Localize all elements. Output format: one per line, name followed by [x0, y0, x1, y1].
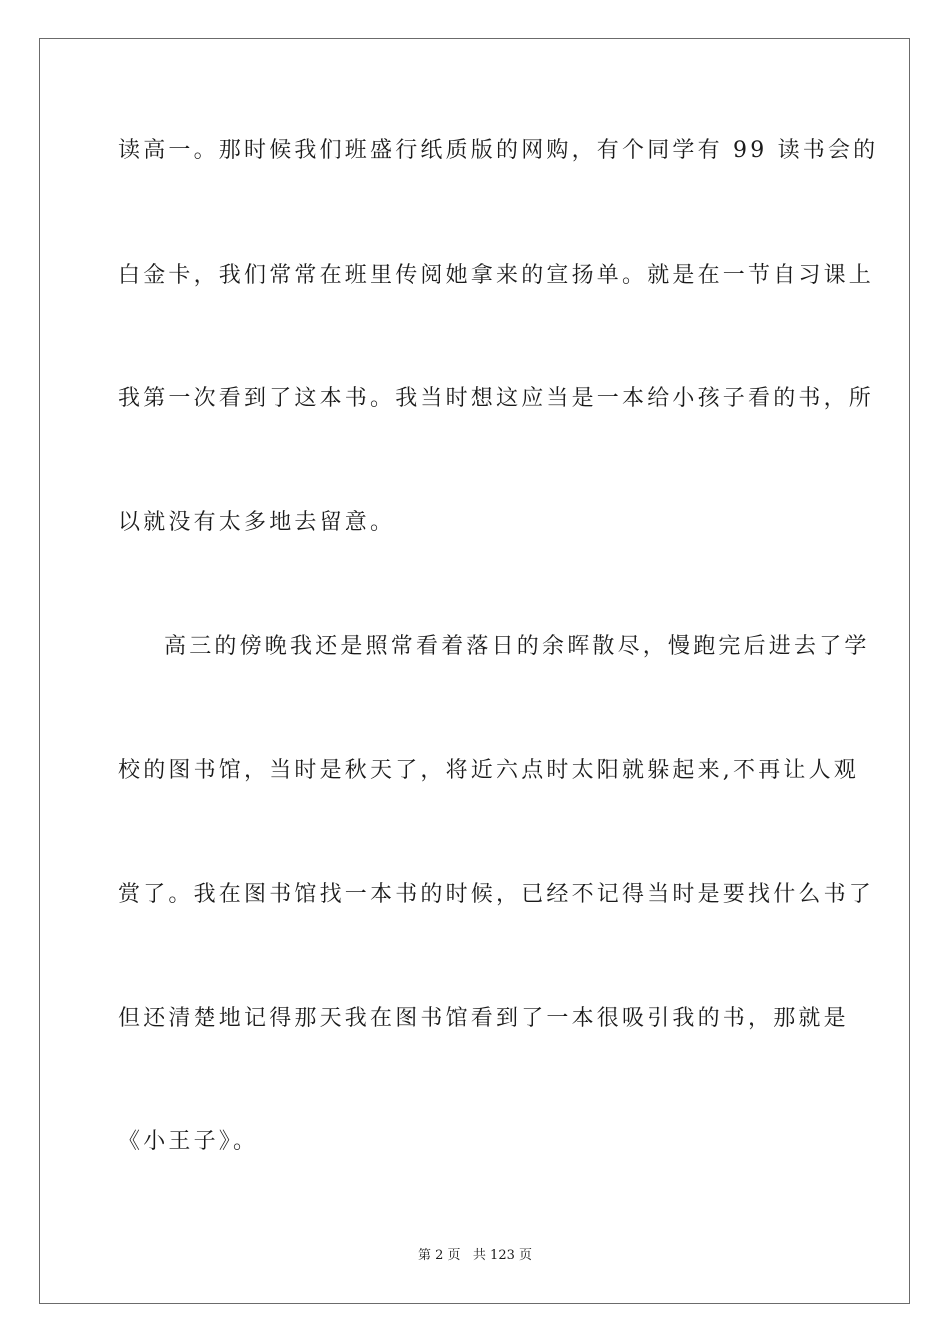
page-number-footer: 第 2 页 共 123 页 — [417, 1248, 532, 1263]
paragraph-line: 以就没有太多地去留意。 — [118, 510, 396, 535]
paragraph-line: 赏了。我在图书馆找一本书的时候，已经不记得当时是要找什么书了 — [118, 882, 875, 907]
paragraph-line: 但还清楚地记得那天我在图书馆看到了一本很吸引我的书，那就是 — [118, 1006, 849, 1031]
paragraph-line: 白金卡，我们常常在班里传阅她拿来的宣扬单。就是在一节自习课上 — [118, 263, 875, 288]
paragraph-line: 读高一。那时候我们班盛行纸质版的网购，有个同学有 99 读书会的 — [118, 138, 879, 163]
paragraph-line: 我第一次看到了这本书。我当时想这应当是一本给小孩子看的书，所 — [118, 386, 875, 411]
paragraph-line: 校的图书馆，当时是秋天了，将近六点时太阳就躲起来,不再让人观 — [118, 758, 859, 783]
paragraph-line: 《小王子》。 — [118, 1129, 259, 1154]
paragraph-line: 高三的傍晚我还是照常看着落日的余晖散尽，慢跑完后进去了学 — [164, 634, 870, 659]
page-border — [39, 38, 910, 1304]
